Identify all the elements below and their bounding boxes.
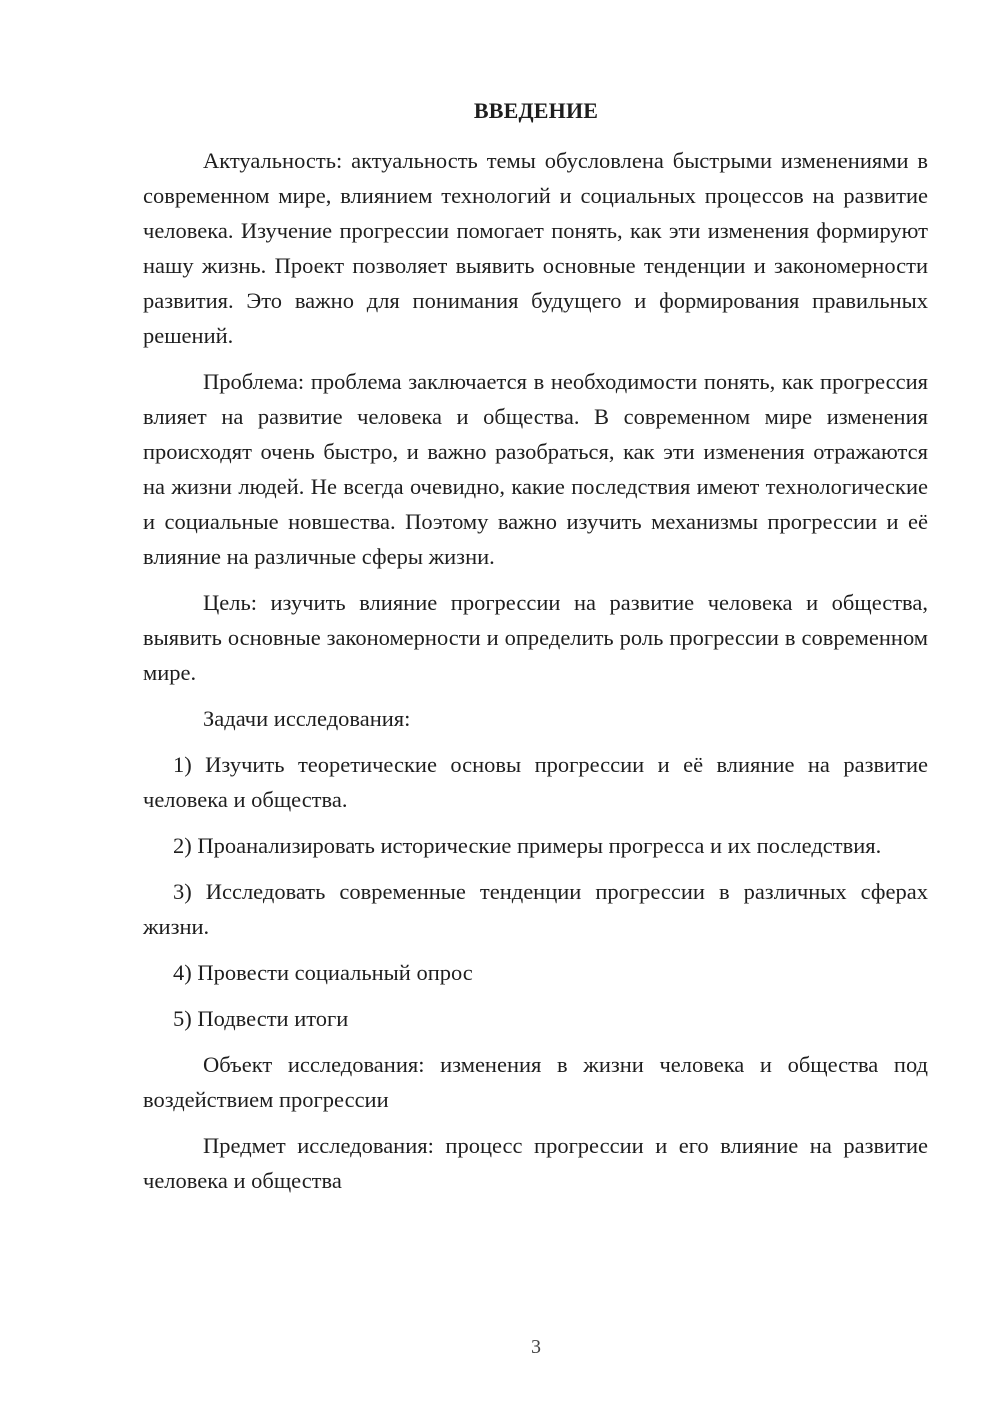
paragraph-subject: Предмет исследования: процесс прогрессии и его влияние на развитие человека и общества <box>143 1133 928 1193</box>
paragraph-goal: Цель: изучить влияние прогрессии на развитие человека и общества, выявить основные закономерности и определить роль прогрессии в современном мире. <box>143 590 928 685</box>
task-item-4: 4) Провести социальный опрос <box>173 960 473 985</box>
task-item-5: 5) Подвести итоги <box>173 1006 349 1031</box>
page-body <box>143 143 928 1209</box>
page-number: 3 <box>531 1336 541 1358</box>
task-item-3: 3) Исследовать современные тенденции прогрессии в различных сферах жизни. <box>143 879 928 939</box>
paragraph-problem: Проблема: проблема заключается в необходимости понять, как прогрессия влияет на развитие человека и общества. В современном мире изменения происходят очень быстро, и важно разобраться, как эти изменения отражаются на жизни людей. Не всегда очевидно, какие последствия имеют технологические и социальные новшества. Поэтому важно изучить механизмы прогрессии и её влияние на различные сферы жизни. <box>143 369 928 569</box>
paragraph-object: Объект исследования: изменения в жизни человека и общества под воздействием прогрессии <box>143 1052 928 1112</box>
tasks-heading: Задачи исследования: <box>203 706 411 731</box>
task-item-2: 2) Проанализировать исторические примеры прогресса и их последствия. <box>173 833 882 858</box>
page-title: ВВЕДЕНИЕ <box>473 98 599 123</box>
task-item-1: 1) Изучить теоретические основы прогрессии и её влияние на развитие человека и общества. <box>143 752 928 812</box>
paragraph-relevance: Актуальность: актуальность темы обусловлена быстрыми изменениями в современном мире, влиянием технологий и социальных процессов на развитие человека. Изучение прогрессии помогает понять, как эти изменения формируют нашу жизнь. Проект позволяет выявить основные тенденции и закономерности развития. Это важно для понимания будущего и формирования правильных решений. <box>143 148 928 348</box>
